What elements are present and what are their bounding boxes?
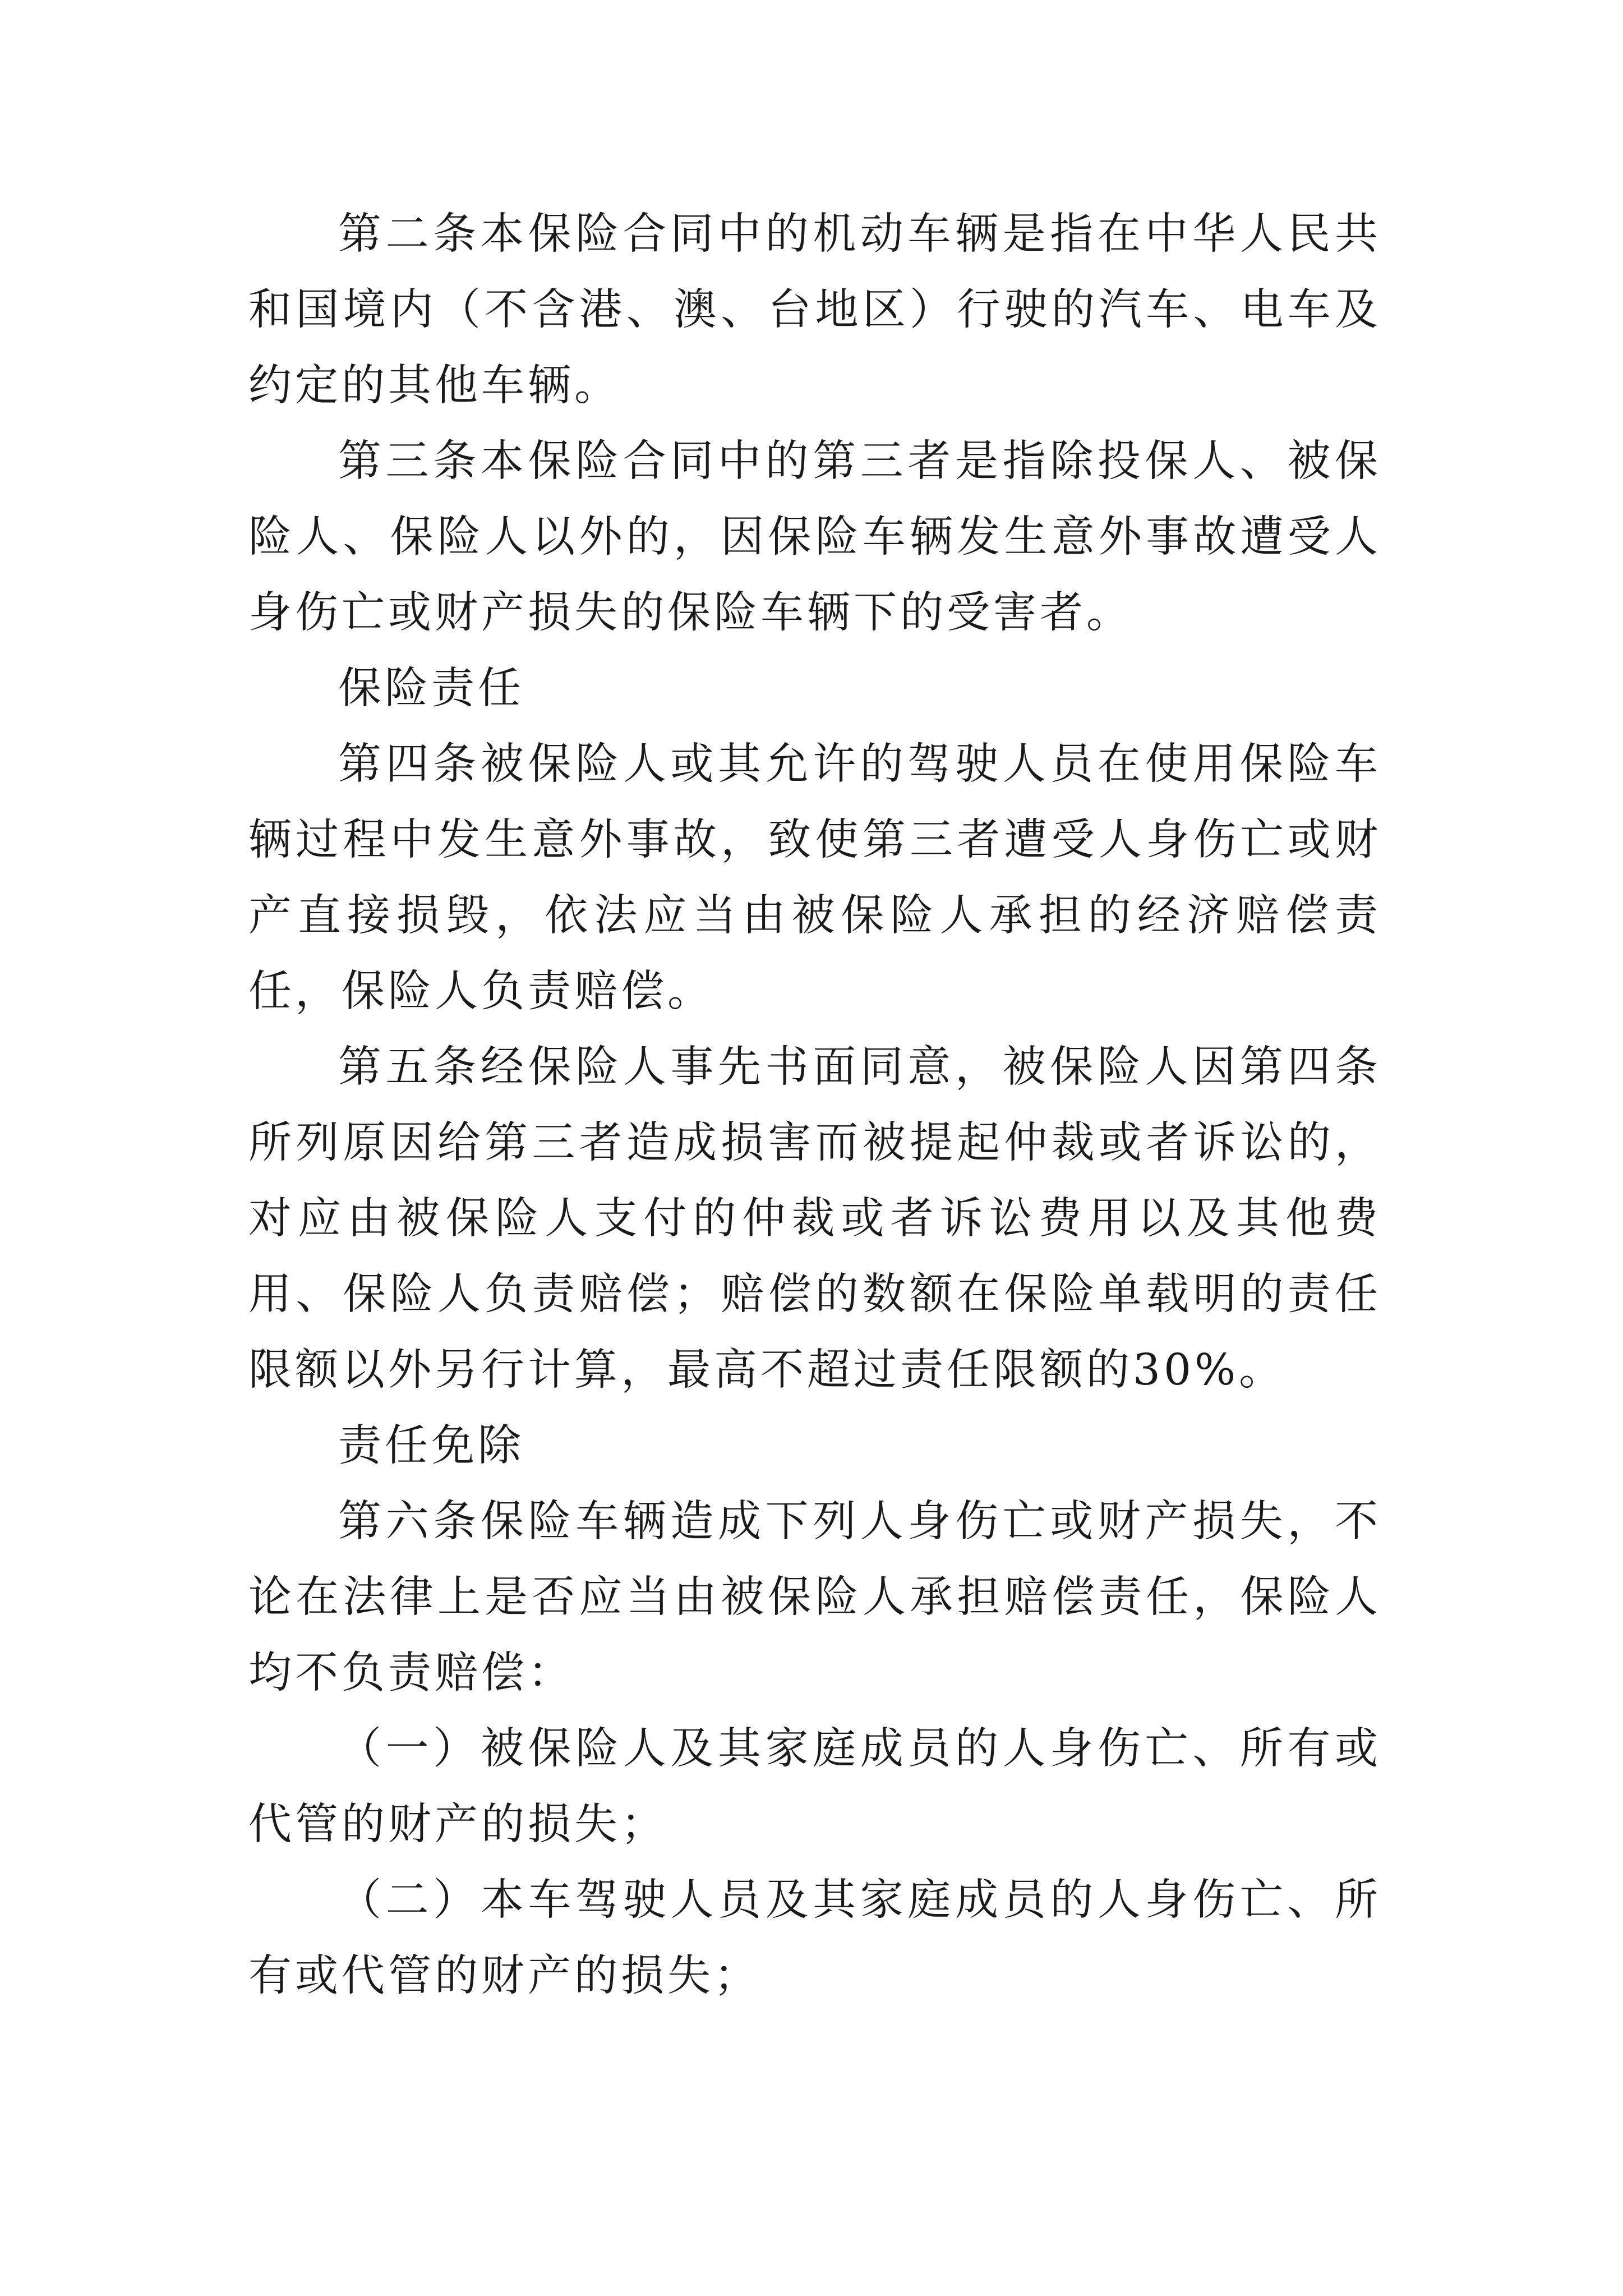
exclusion-item-1: （一）被保险人及其家庭成员的人身伤亡、所有或代管的财产的损失； (248, 1724, 1381, 1849)
article-3-paragraph: 第三条本保险合同中的第三者是指除投保人、被保险人、保险人以外的，因保险车辆发生意外事故遭受人身伤亡或财产损失的保险车辆下的受害者。 (248, 436, 1381, 638)
article-6-paragraph: 第六条保险车辆造成下列人身伤亡或财产损失，不论在法律上是否应当由被保险人承担赔偿责任，保险人均不负责赔偿： (248, 1497, 1381, 1698)
article-4-paragraph: 第四条被保险人或其允许的驾驶人员在使用保险车辆过程中发生意外事故，致使第三者遭受人身伤亡或财产直接损毁，依法应当由被保险人承担的经济赔偿责任，保险人负责赔偿。 (248, 739, 1381, 1016)
section-heading-insurance-liability: 保险责任 (338, 664, 524, 714)
article-5-paragraph: 第五条经保险人事先书面同意，被保险人因第四条所列原因给第三者造成损害而被提起仲裁或者诉讼的，对应由被保险人支付的仲裁或者诉讼费用以及其他费用、保险人负责赔偿；赔偿的数额在保险单载明的责任限额以外另行计算，最高不超过责任限额的30%。 (248, 1042, 1381, 1395)
exclusion-item-2: （二）本车驾驶人员及其家庭成员的人身伤亡、所有或代管的财产的损失； (248, 1875, 1381, 2001)
article-2-paragraph: 第二条本保险合同中的机动车辆是指在中华人民共和国境内（不含港、澳、台地区）行驶的汽车、电车及约定的其他车辆。 (248, 209, 1381, 411)
section-heading-exclusions: 责任免除 (338, 1421, 524, 1471)
document-body (248, 196, 1381, 2014)
